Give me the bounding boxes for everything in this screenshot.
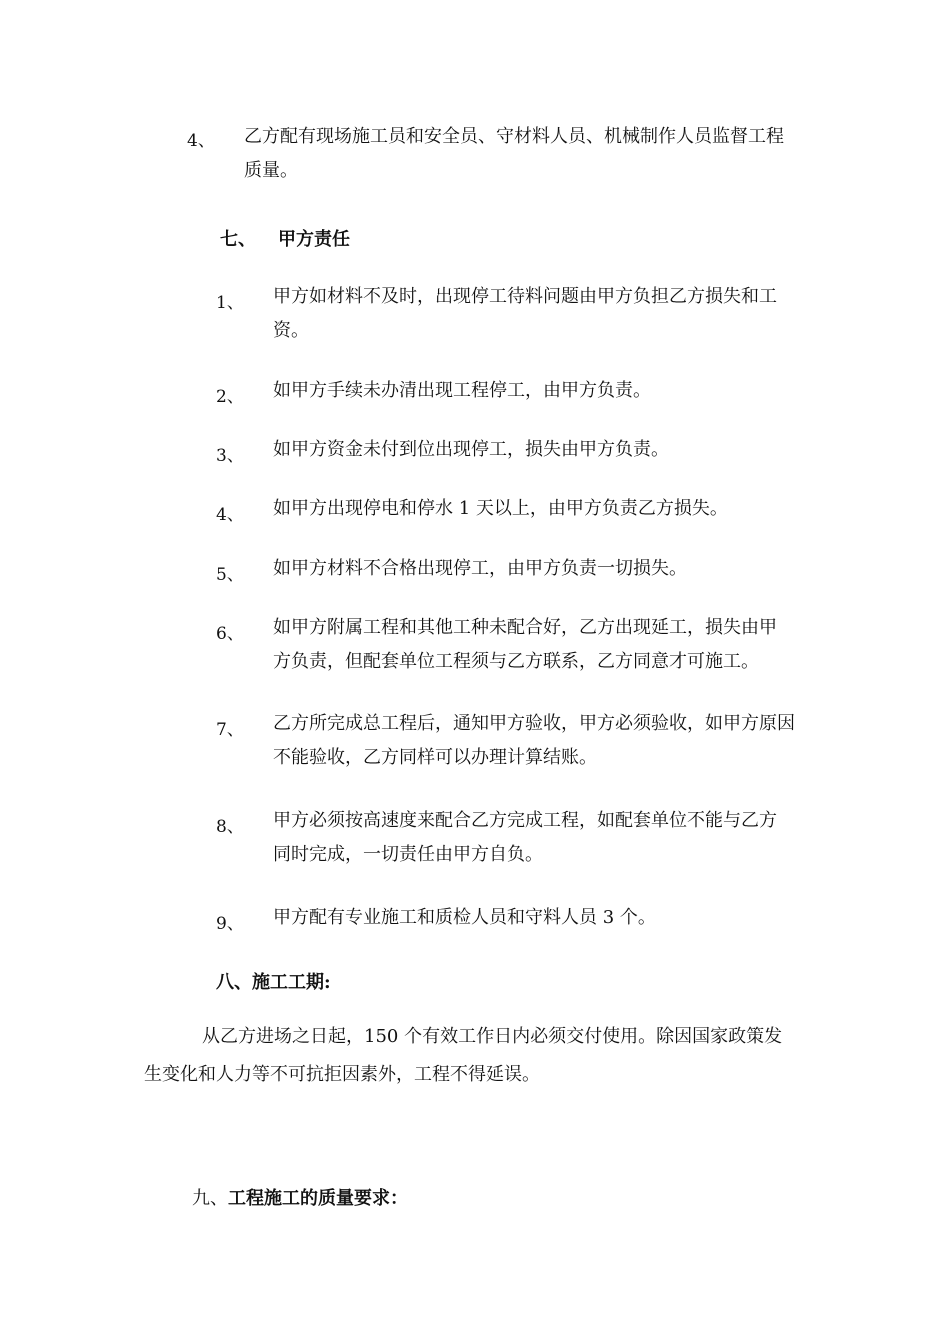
- item-number: 9、: [216, 914, 244, 934]
- section-number: 九、: [192, 1188, 228, 1209]
- item-number: 4、: [216, 505, 244, 525]
- item-text-line: 同时完成，一切责任由甲方自负。: [273, 844, 543, 865]
- item-text: [273, 804, 777, 872]
- section-title: 甲方责任: [278, 229, 350, 250]
- item-text: [273, 374, 651, 408]
- item-text-line: 如甲方材料不合格出现停工，由甲方负责一切损失。: [273, 558, 687, 579]
- item-text: [273, 552, 687, 586]
- item-text: [273, 280, 777, 348]
- item-text-line: 乙方所完成总工程后，通知甲方验收，甲方必须验收，如甲方原因: [273, 713, 795, 734]
- item-text: [244, 120, 784, 188]
- item-number: 5、: [216, 565, 244, 585]
- item-text: [273, 611, 777, 679]
- item-text-line: 如甲方手续未办清出现工程停工，由甲方负责。: [273, 380, 651, 401]
- item-text-line: 如甲方附属工程和其他工种未配合好，乙方出现延工，损失由甲: [273, 617, 777, 638]
- section-title: 八、施工工期:: [216, 972, 331, 993]
- item-text-line: 方负责，但配套单位工程须与乙方联系，乙方同意才可施工。: [273, 651, 759, 672]
- item-text-line: 甲方配有专业施工和质检人员和守料人员 3 个。: [273, 907, 656, 928]
- paragraph: [144, 1018, 782, 1094]
- section-title: 工程施工的质量要求：: [228, 1188, 408, 1209]
- item-number: 6、: [216, 624, 244, 644]
- item-text-line: 甲方如材料不及时，出现停工待料问题由甲方负担乙方损失和工: [273, 286, 777, 307]
- section-heading: [192, 1184, 408, 1210]
- item-text-line: 如甲方资金未付到位出现停工，损失由甲方负责。: [273, 439, 669, 460]
- item-number: 1、: [216, 293, 244, 313]
- item-text: [273, 492, 728, 526]
- item-text: [273, 901, 656, 935]
- item-number: 3、: [216, 446, 244, 466]
- item-text: [273, 707, 795, 775]
- section-number: 七、: [220, 229, 256, 250]
- item-text-line: 不能验收，乙方同样可以办理计算结账。: [273, 747, 597, 768]
- item-text-line: 质量。: [244, 160, 298, 181]
- item-text-line: 如甲方出现停电和停水 1 天以上，由甲方负责乙方损失。: [273, 498, 728, 519]
- item-text-line: 甲方必须按高速度来配合乙方完成工程，如配套单位不能与乙方: [273, 810, 777, 831]
- item-number: 2、: [216, 387, 244, 407]
- item-text-line: 乙方配有现场施工员和安全员、守材料人员、机械制作人员监督工程: [244, 126, 784, 147]
- section-heading: [216, 968, 331, 994]
- item-number: 4、: [187, 131, 215, 151]
- item-number: 8、: [216, 817, 244, 837]
- item-text-line: 资。: [273, 320, 309, 341]
- section-heading: [220, 225, 350, 251]
- paragraph-line: 生变化和人力等不可抗拒因素外，工程不得延误。: [144, 1064, 540, 1085]
- paragraph-line: 从乙方进场之日起，150 个有效工作日内必须交付使用。除因国家政策发: [202, 1026, 783, 1047]
- item-text: [273, 433, 669, 467]
- item-number: 7、: [216, 720, 244, 740]
